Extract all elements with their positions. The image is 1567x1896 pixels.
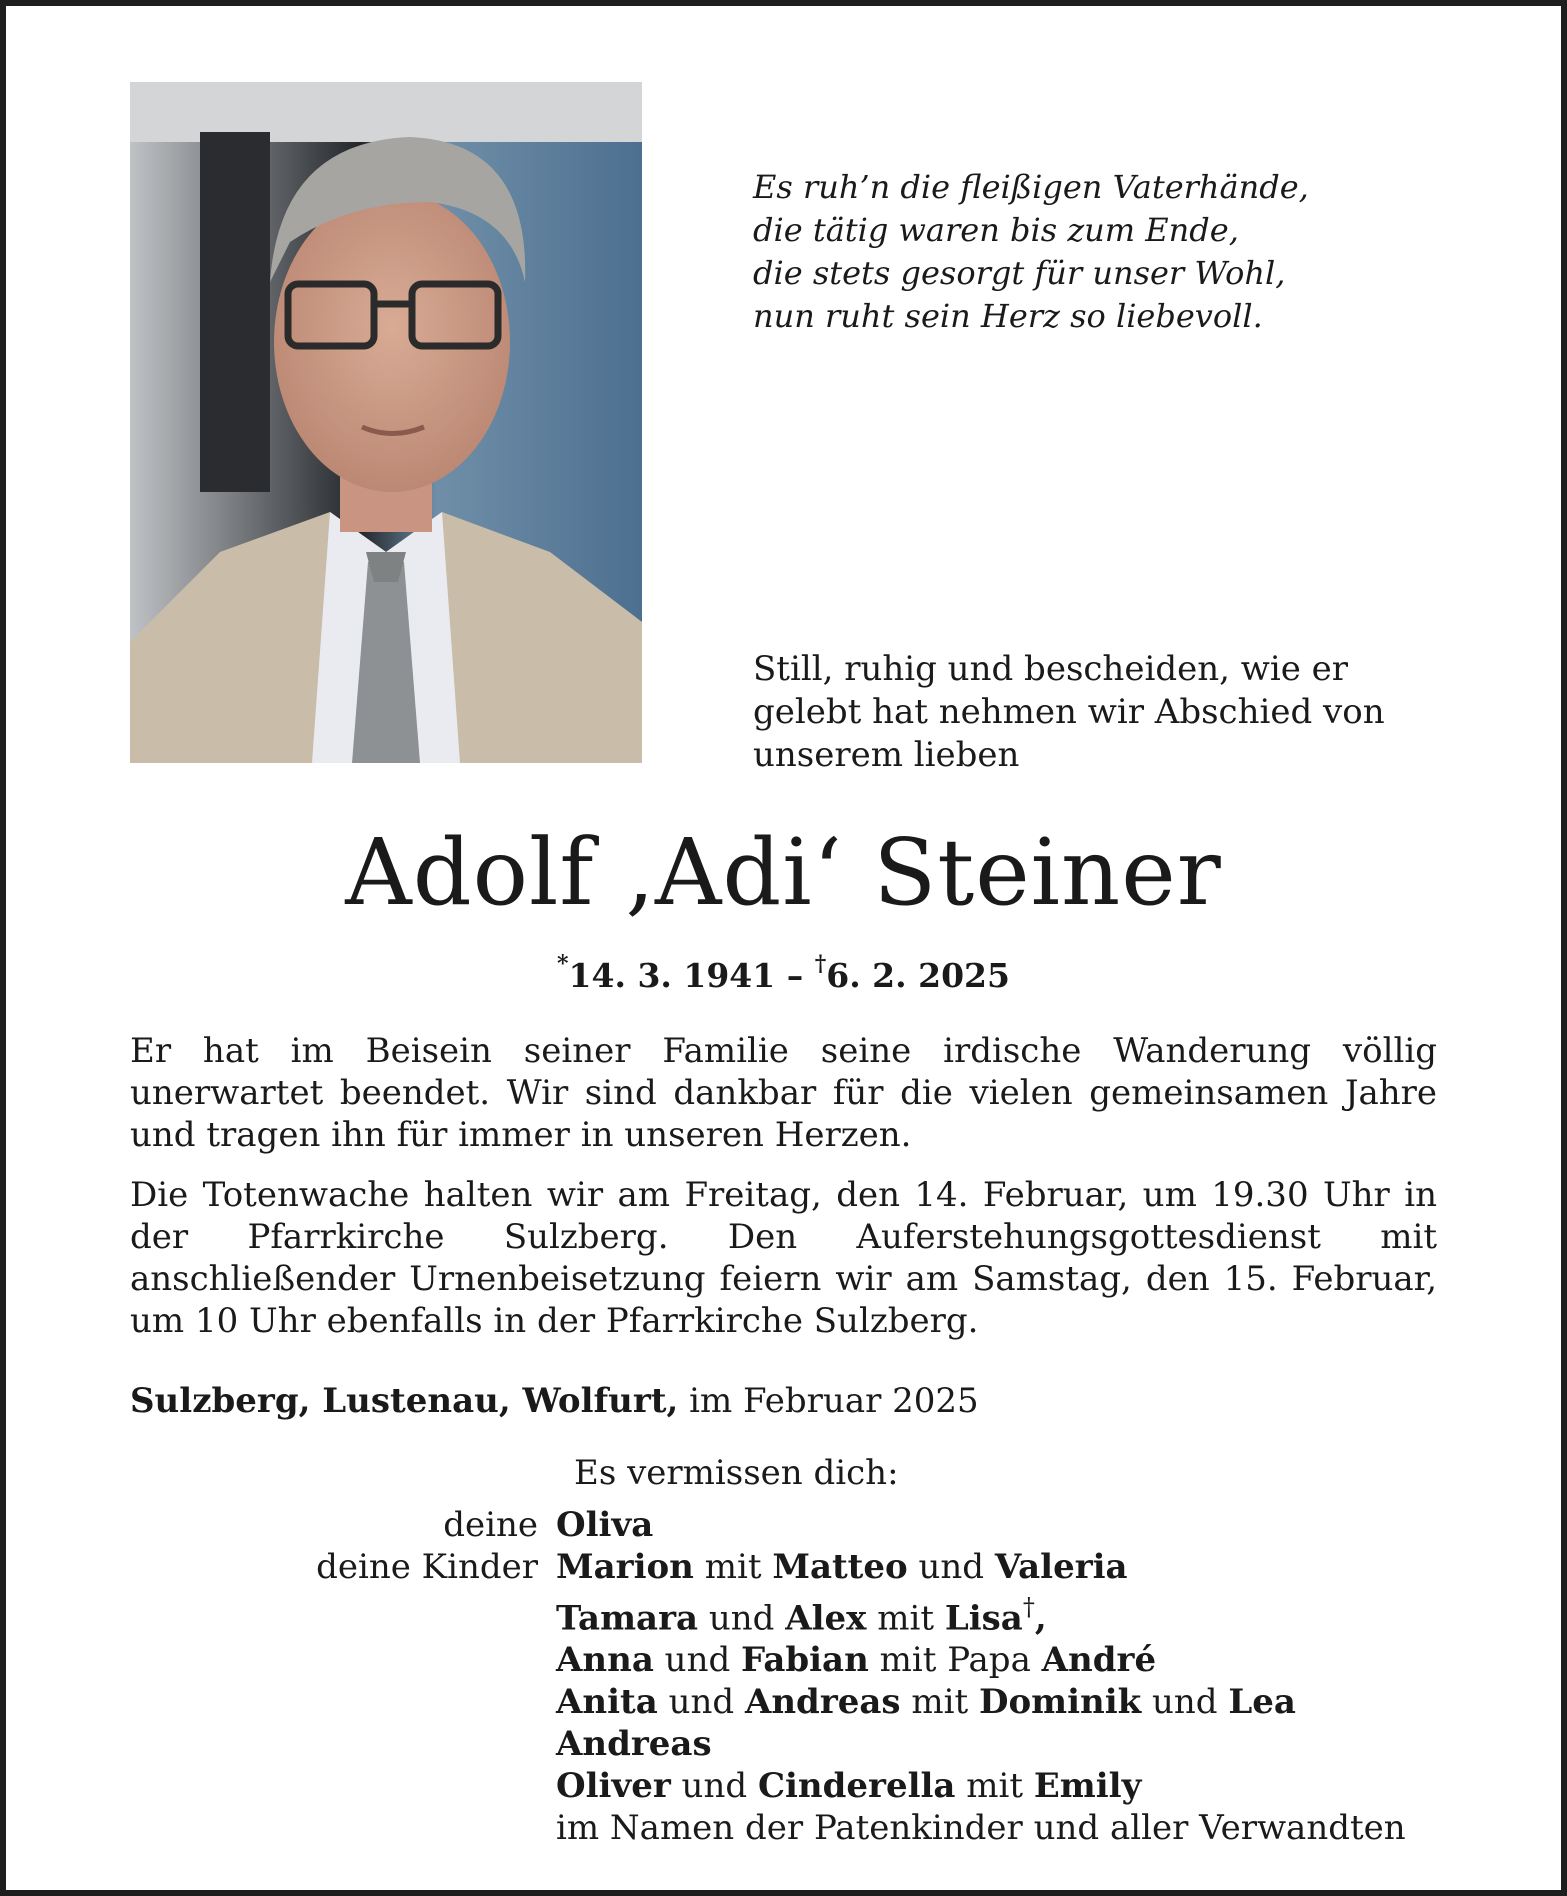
miss-heading: Es vermissen dich:	[574, 1453, 899, 1493]
mourner-names	[556, 1723, 1460, 1765]
mourner-name: Lea	[1228, 1682, 1296, 1723]
relation-label-empty	[130, 1681, 556, 1723]
life-dates	[0, 946, 1567, 998]
mourner-row	[130, 1807, 1460, 1849]
relation-label-empty	[130, 1765, 556, 1807]
mourners-list	[130, 1504, 1460, 1849]
death-date: 6. 2. 2025	[826, 956, 1010, 995]
mourner-name: Alex	[785, 1598, 867, 1639]
connector: und	[1141, 1682, 1229, 1723]
mourner-name: Cinderella	[757, 1766, 956, 1807]
mourner-name: Oliva	[556, 1505, 654, 1545]
mourner-name: Dominik	[978, 1682, 1142, 1723]
relation-label-empty	[130, 1639, 556, 1681]
mourner-name: André	[1041, 1640, 1157, 1681]
mourner-row	[130, 1504, 1460, 1546]
connector: mit	[866, 1598, 945, 1639]
relation-label: deine Kinder	[316, 1547, 538, 1587]
mourner-name: Andreas	[556, 1724, 712, 1765]
date-separator: –	[775, 956, 815, 995]
mourner-name: Lisa	[944, 1598, 1023, 1639]
place-towns: Sulzberg, Lustenau, Wolfurt,	[130, 1381, 679, 1421]
relation-label-empty	[130, 1807, 556, 1849]
connector: und	[657, 1682, 745, 1723]
mourner-name: Tamara	[556, 1598, 699, 1639]
relation-label-empty	[130, 1588, 556, 1639]
intro-text: Still, ruhig und bescheiden, wie er gelebt hat nehmen wir Abschied von unserem lieben	[753, 649, 1385, 775]
connector: und	[907, 1547, 995, 1587]
mourner-names	[556, 1681, 1460, 1723]
notice-body	[130, 1030, 1437, 1360]
mourner-names	[556, 1639, 1460, 1681]
portrait-illustration	[130, 82, 642, 763]
mourner-name: Fabian	[741, 1640, 869, 1681]
mourner-row	[130, 1681, 1460, 1723]
mourner-names	[556, 1546, 1460, 1588]
poem-line: nun ruht sein Herz so liebevoll.	[753, 297, 1263, 335]
connector: mit	[900, 1682, 979, 1723]
mourner-name: Anna	[556, 1640, 654, 1681]
poem	[753, 166, 1453, 338]
connector: mit	[955, 1766, 1034, 1807]
relation-label-empty	[130, 1723, 556, 1765]
mourner-row	[130, 1723, 1460, 1765]
mourner-names	[556, 1588, 1460, 1639]
mourner-name: Oliver	[556, 1766, 671, 1807]
mourner-name: Marion	[556, 1547, 694, 1587]
mourner-name: Matteo	[772, 1547, 908, 1587]
deceased-mark: †	[1022, 1593, 1035, 1621]
poem-line: die tätig waren bis zum Ende,	[753, 211, 1239, 249]
mourner-row	[130, 1546, 1460, 1588]
mourner-name: Valeria	[994, 1547, 1128, 1587]
mourner-name: Emily	[1033, 1766, 1142, 1807]
mourner-row	[130, 1765, 1460, 1807]
place-date: im Februar 2025	[678, 1381, 979, 1421]
connector: und	[698, 1598, 786, 1639]
connector: und	[670, 1766, 758, 1807]
comma: ,	[1034, 1598, 1047, 1639]
connector: mit Papa	[868, 1640, 1042, 1681]
connector: und	[653, 1640, 742, 1681]
birth-symbol: *	[557, 951, 569, 977]
closing-line: im Namen der Patenkinder und aller Verwandten	[556, 1808, 1406, 1849]
poem-line: Es ruh’n die fleißigen Vaterhände,	[753, 168, 1309, 206]
paragraph: Die Totenwache halten wir am Freitag, den 14. Februar, um 19.30 Uhr in der Pfarrkirche Sulzberg. Den Auferstehungsgottesdienst mit anschließender Urnenbeisetzung feiern wir am Samstag, den 15. Februar, um 10 Uhr ebenfalls in der Pfarrkirche Sulzberg.	[130, 1175, 1437, 1341]
place-and-date	[130, 1380, 1437, 1422]
deceased-name: Adolf ‚Adi‘ Steiner	[345, 819, 1222, 926]
mourner-row	[130, 1639, 1460, 1681]
mourner-names	[556, 1504, 1460, 1546]
mourner-name: Anita	[556, 1682, 658, 1723]
mourner-names	[556, 1765, 1460, 1807]
poem-line: die stets gesorgt für unser Wohl,	[753, 254, 1286, 292]
paragraph: Er hat im Beisein seiner Familie seine irdische Wanderung völlig unerwartet beendet. Wir sind dankbar für die vielen gemeinsamen Jahre und tragen ihn für immer in unseren Herzen.	[130, 1031, 1437, 1155]
portrait-photo	[130, 82, 642, 763]
death-symbol: †	[814, 951, 827, 977]
connector: mit	[693, 1547, 773, 1587]
relation-label: deine	[443, 1505, 538, 1545]
birth-date: 14. 3. 1941	[568, 956, 776, 995]
mourner-name: Andreas	[744, 1682, 901, 1723]
mourner-row	[130, 1588, 1460, 1639]
